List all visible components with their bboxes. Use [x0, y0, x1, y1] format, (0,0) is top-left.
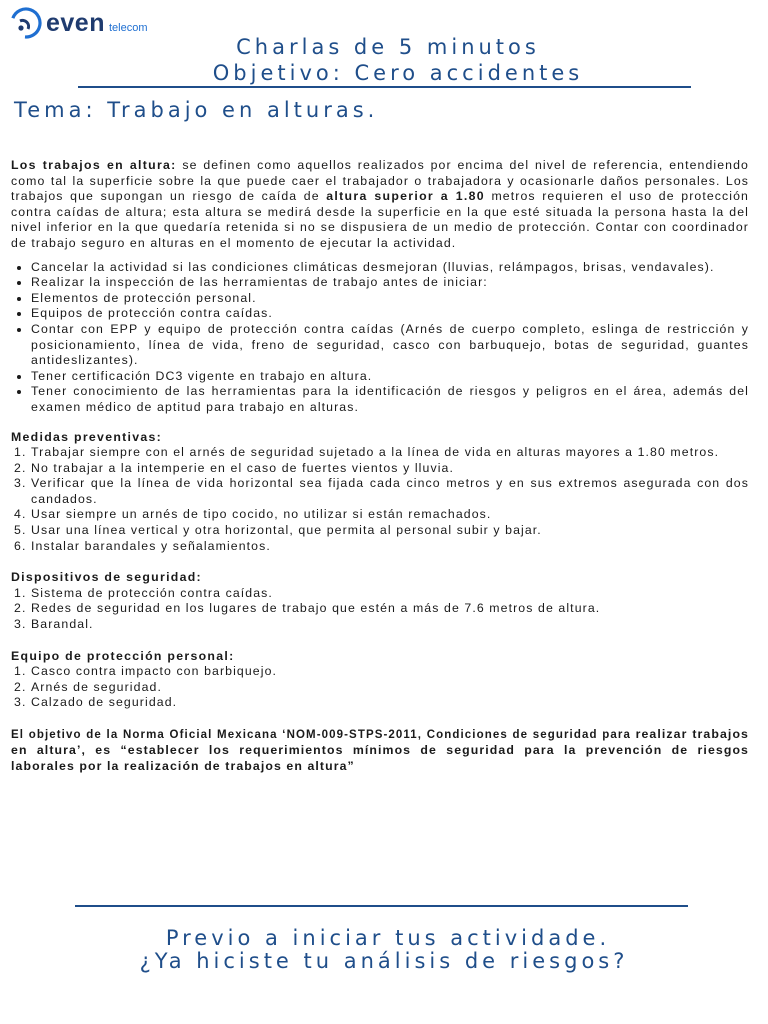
intro-bold-height: altura superior a 1.80	[326, 189, 485, 204]
dispositivos-heading: Dispositivos de seguridad:	[11, 570, 202, 585]
list-item: • Contar con EPP y equipo de protección contra caídas (Arnés de cuerpo completo, eslinga de restricción y posicionamiento, línea de vida, freno de seguridad, casco con barbuquejo, botas de seguridad, guantes antideslizantes).	[31, 322, 749, 369]
list-item: 4. Usar siempre un arnés de tipo cocido, no utilizar si están remachados.	[31, 507, 749, 523]
document-body	[11, 158, 749, 787]
footer-line1: Previo a iniciar tus actividade.	[165, 926, 611, 950]
intro-part2: metros requieren el uso de protección contra caídas de altura; esta altura se medirá desde la superficie en la que esté situada la persona hasta la del nivel inferior en la que quedaría retenida si no se dispusiera de un medio de protección. Contar con coordinador de trabajo seguro en alturas en el momento de ejecutar la actividad.	[11, 189, 750, 250]
list-item: • Elementos de protección personal.	[31, 291, 749, 307]
list-item: • Tener certificación DC3 vigente en trabajo en altura.	[31, 369, 749, 385]
intro-lead: Los trabajos en altura:	[11, 158, 177, 172]
list-item: • Cancelar la actividad si las condiciones climáticas desmejoran (lluvias, relámpagos, brisas, vendavales).	[31, 260, 749, 276]
requirements-list	[11, 260, 749, 416]
list-item: 6. Instalar barandales y señalamientos.	[31, 539, 749, 555]
header-title-line1: Charlas de 5 minutos	[236, 35, 540, 59]
intro-paragraph	[11, 158, 749, 252]
list-item: 3. Verificar que la línea de vida horizontal sea fijada cada cinco metros y en sus extremos asegurada con dos candados.	[31, 476, 749, 507]
list-item: 3. Barandal.	[31, 617, 749, 633]
bottom-divider	[75, 905, 688, 907]
norma-statement	[11, 727, 749, 775]
header-title-line2: Objetivo: Cero accidentes	[212, 61, 584, 85]
top-divider	[78, 86, 691, 88]
list-item: 5. Usar una línea vertical y otra horizontal, que permita al personal subir y bajar.	[31, 523, 749, 539]
norma-line1: El objetivo de la Norma Oficial Mexicana ‘NOM-009-STPS-2011, Condiciones de seguridad para	[11, 729, 631, 741]
list-item: 2. Arnés de seguridad.	[31, 680, 749, 696]
epp-heading: Equipo de protección personal:	[11, 648, 235, 663]
list-item: • Tener conocimiento de las herramientas para la identificación de riesgos y peligros en el área, además del examen médico de aptitud para trabajo en alturas.	[31, 384, 749, 415]
footer-line2: ¿Ya hiciste tu análisis de riesgos?	[139, 949, 629, 973]
list-item: • Equipos de protección contra caídas.	[31, 306, 749, 322]
list-item: 2. No trabajar a la intemperie en el caso de fuertes vientos y lluvia.	[31, 461, 749, 477]
topic-title: Tema: Trabajo en alturas.	[14, 98, 379, 122]
list-item: 1. Sistema de protección contra caídas.	[31, 586, 749, 602]
list-item: 3. Calzado de seguridad.	[31, 695, 749, 711]
norma-rest: realizar trabajos en altura’, es “establecer los requerimientos mínimos de seguridad para la prevención de riesgos laborales por la realización de trabajos en altura”	[11, 727, 749, 773]
list-item: 1. Trabajar siempre con el arnés de seguridad sujetado a la línea de vida en alturas mayores a 1.80 metros.	[31, 445, 749, 461]
medidas-list	[11, 445, 749, 554]
epp-list	[11, 664, 749, 711]
intro-part1: se definen como aquellos realizados por encima del nivel de referencia, entendiendo como tal la superficie sobre la que puede caer el trabajador o trabajadora y ocasionarle daños personales. Los trabajos que supongan un riesgo de caída de	[11, 158, 749, 204]
medidas-heading: Medidas preventivas:	[11, 429, 163, 444]
list-item: 1. Casco contra impacto con barbiquejo.	[31, 664, 749, 680]
logo-sub-text: telecom	[108, 22, 148, 34]
dispositivos-list	[11, 586, 749, 633]
list-item: • Realizar la inspección de las herramientas de trabajo antes de iniciar:	[31, 275, 749, 291]
logo-brand-text: even	[46, 8, 105, 37]
list-item: 2. Redes de seguridad en los lugares de trabajo que estén a más de 7.6 metros de altura.	[31, 601, 749, 617]
